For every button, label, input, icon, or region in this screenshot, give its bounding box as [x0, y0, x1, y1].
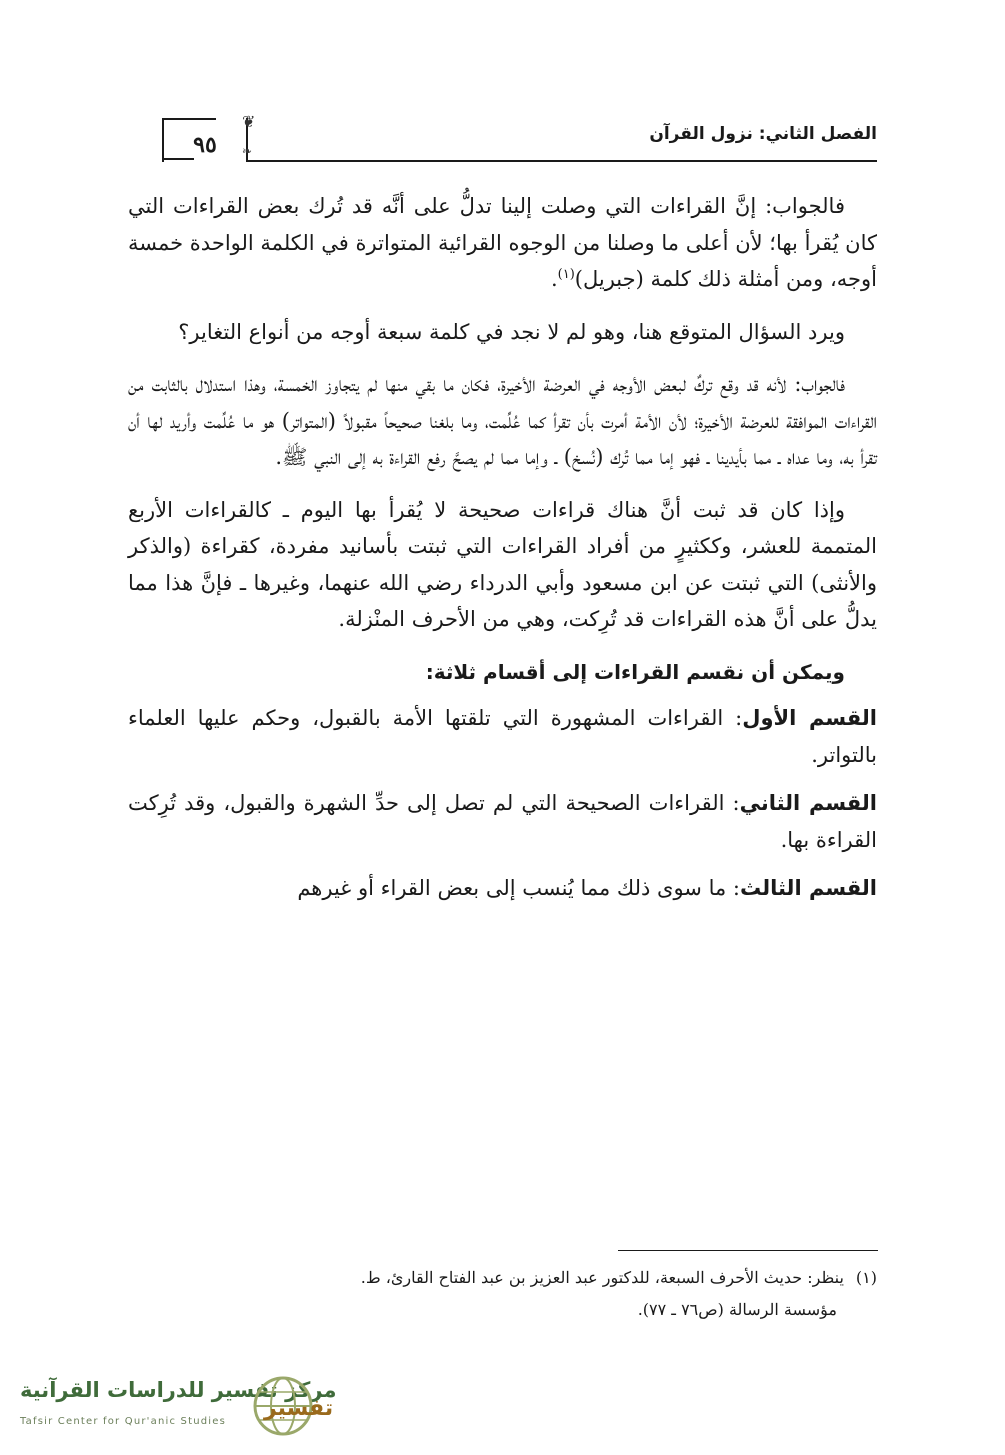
paragraph — [128, 188, 877, 298]
footnote — [128, 1262, 877, 1326]
footnote-reference[interactable]: (١) — [557, 267, 575, 282]
paragraph: وإذا كان قد ثبت أنَّ هناك قراءات صحيحة لا يُقرأ بها اليوم ـ كالقراءات الأربع المتممة للعشر، وككثيرٍ من أفراد القراءات التي ثبتت بأسانيد مفردة، كقراءة (والذكر والأنثى) التي ثبتت عن ابن مسعود وأبي الدرداء رضي الله عنهما، وغيرها ـ فإنَّ هذا مما يدلُّ على أنَّ هذه القراءات قد تُرِكت، وهي من الأحرف المنْزلة. — [128, 497, 877, 631]
main-text — [128, 188, 877, 919]
footnote-number: (١) — [855, 1268, 877, 1287]
division-text: : ما سوى ذلك مما يُنسب إلى بعض القراء أو غيرهم — [297, 876, 740, 900]
division-term: القسم الأول — [742, 706, 877, 730]
paragraph-text: فالجواب: إنَّ القراءات التي وصلت إلينا تدلُّ على أنَّه قد تُرك بعض القراءات التي كان يُقرأ بها؛ لأن أعلى ما وصلنا من الوجوه القرائية المتواترة في الكلمة الواحدة خمسة أوجه، ومن أمثلة ذلك كلمة (جبريل) — [128, 194, 877, 291]
division-text: : القراءات الصحيحة التي لم تصل إلى حدِّ الشهرة والقبول، وقد تُرِكت القراءة بها. — [128, 791, 877, 852]
frame-tick — [164, 158, 194, 160]
logo-english-name: Tafsir Center for Qur'anic Studies — [20, 1416, 227, 1427]
footnote-text: ينظر: حديث الأحرف السبعة، للدكتور عبد العزيز بن عبد الفتاح القارئ، ط. — [360, 1268, 844, 1287]
footnote-line — [128, 1262, 877, 1294]
paragraph: فالجواب: لأنه قد وقع تركٌ لبعض الأوجه في العرضة الأخيرة، فكان ما بقي منها لم يتجاوز الخمسة، وهذا استدلال بالثابت من القراءات الموافقة للعرضة الأخيرة؛ لأن الأمة أمرت بأن تقرأ كما عُلِّمت، وما بلغنا صحيحاً مقبولاً (المتواتر) هو ما عُلِّمت وأريد لها أن تقرأ به، وما عداه ـ مما بأيدينا ـ فهو إما مما تُرك (نُسخ) ـ وإما مما لم يصحَّ رفع القراءة به إلى النبي ﷺ. — [128, 372, 877, 469]
division-item — [128, 700, 877, 773]
division-term: القسم الثالث — [739, 876, 877, 900]
footnote-separator — [618, 1250, 878, 1251]
page-number: ٩٥ — [193, 132, 217, 158]
flourish-icon: ❦ — [242, 112, 256, 131]
logo-emblem-word: تفسير — [264, 1396, 334, 1421]
division-text: : القراءات المشهورة التي تلقتها الأمة بالقبول، وحكم عليها العلماء بالتواتر. — [128, 706, 877, 767]
publisher-logo — [14, 1372, 344, 1442]
paragraph-end: . — [550, 267, 558, 291]
division-term: القسم الثاني — [739, 791, 877, 815]
running-header — [128, 112, 877, 178]
header-rule — [248, 160, 877, 162]
logo-arabic-name: مركز تفسير للدراسات القرآنية — [20, 1378, 337, 1402]
division-item — [128, 785, 877, 858]
divisions-heading: ويمكن أن نقسم القراءات إلى أقسام ثلاثة: — [425, 659, 845, 684]
footnote-line: مؤسسة الرسالة (ص٧٦ ـ ٧٧). — [637, 1300, 837, 1319]
paragraph: ويرد السؤال المتوقع هنا، وهو لم لا نجد في كلمة سبعة أوجه من أنواع التغاير؟ — [178, 319, 845, 344]
chapter-title: الفصل الثاني: نزول القرآن — [649, 124, 877, 144]
flourish-small-icon: ❧ — [242, 144, 253, 158]
division-item — [128, 870, 877, 907]
page-number-frame — [162, 118, 248, 162]
